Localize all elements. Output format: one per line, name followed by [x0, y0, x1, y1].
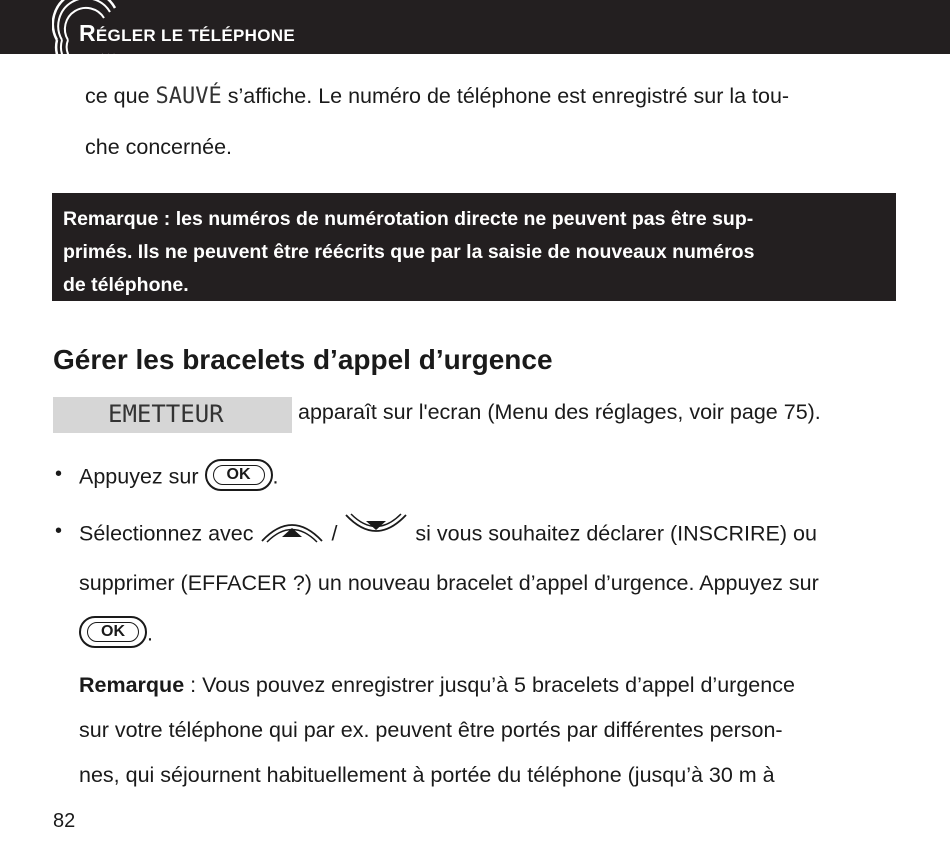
bullet-1: Appuyez sur OK . [79, 462, 278, 494]
lcd-display-box: EMETTEUR [53, 397, 292, 433]
saved-display-word: SAUVÉ [155, 84, 222, 109]
header-title: RÉGLER LE TÉLÉPHONE [79, 20, 295, 46]
remark-line-3: nes, qui séjournent habituellement à portée du téléphone (jusqu’à 30 m à [79, 763, 775, 787]
ok-key: OK [205, 459, 273, 491]
ok-key: OK [79, 616, 147, 648]
bullet-symbol: • [55, 520, 63, 542]
page-header [0, 0, 950, 54]
note-line-3: de téléphone. [63, 274, 189, 296]
note-line-1: Remarque : les numéros de numérotation directe ne peuvent pas être sup- [63, 208, 754, 230]
bullet-symbol: • [55, 463, 63, 485]
remark-label: Remarque [79, 673, 185, 697]
note-line-2: primés. Ils ne peuvent être réécrits que par la saisie de nouveaux numéros [63, 241, 755, 263]
page-number: 82 [53, 810, 76, 832]
bullet-2-line-2: supprimer (EFFACER ?) un nouveau bracelet d’appel d’urgence. Appuyez sur [79, 571, 819, 595]
display-caption: apparaît sur l'ecran (Menu des réglages, voir page 75). [298, 400, 821, 424]
note-box [52, 193, 896, 301]
intro-line-2: che concernée. [85, 135, 233, 159]
intro-line-1: ce que SAUVÉ s’affiche. Le numéro de téléphone est enregistré sur la tou- [85, 84, 790, 109]
arrow-down-key-icon [343, 513, 409, 545]
bullet-2-line-3: OK . [79, 619, 153, 651]
section-heading: Gérer les bracelets d’appel d’urgence [53, 344, 553, 375]
arrow-up-key-icon [259, 513, 325, 545]
bullet-2-line-1: Sélectionnez avec / si vous souhaitez déclarer (INSCRIRE) ou [79, 519, 817, 551]
remark-line-1: Remarque : Vous pouvez enregistrer jusqu’à 5 bracelets d’appel d’urgence [79, 673, 795, 697]
remark-line-2: sur votre téléphone qui par ex. peuvent être portés par différentes person- [79, 718, 783, 742]
